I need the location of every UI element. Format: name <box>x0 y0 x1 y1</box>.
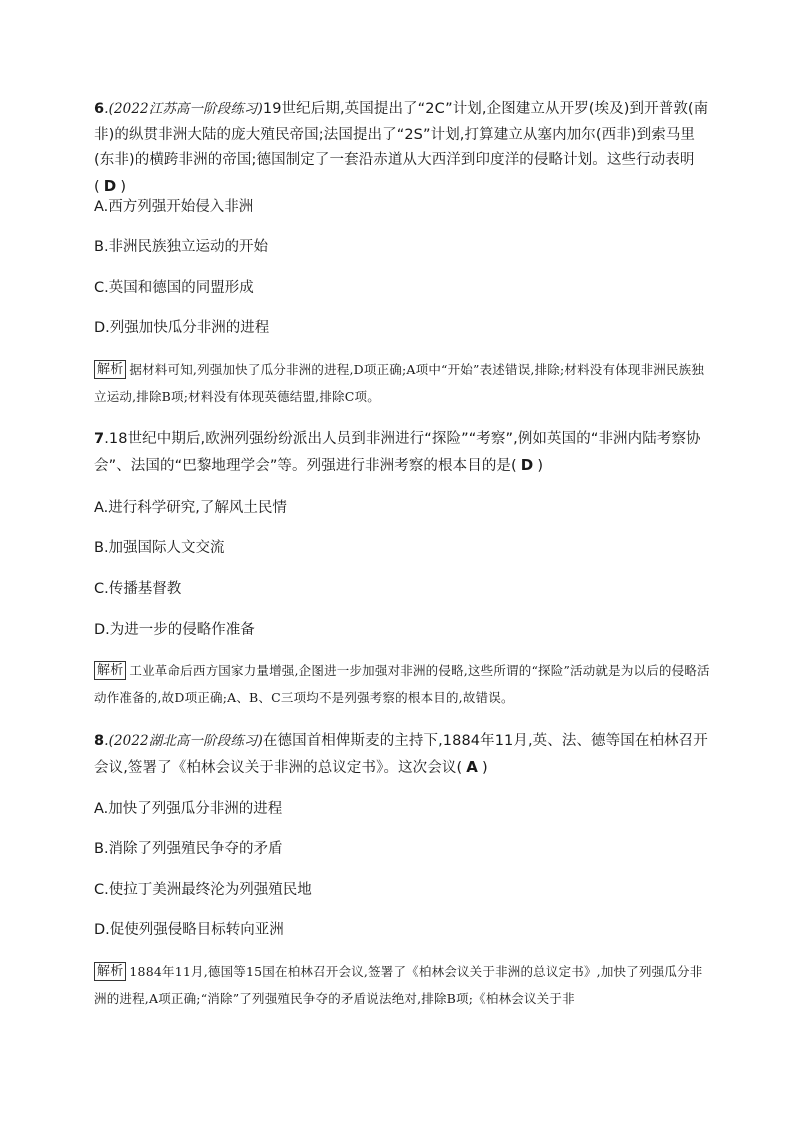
option-d: D.为进一步的侵略作准备 <box>94 622 255 638</box>
question-number: 8 <box>94 733 105 749</box>
question-close-paren: ) <box>120 178 127 195</box>
question-source: .(2022湖北高一阶段练习) <box>104 733 263 749</box>
option-a: A.加快了列强瓜分非洲的进程 <box>94 801 283 817</box>
question-6 <box>94 97 714 200</box>
question-8 <box>94 729 714 781</box>
option-b: B.非洲民族独立运动的开始 <box>94 239 269 255</box>
option-a: A.西方列强开始侵入非洲 <box>94 199 254 215</box>
option-d: D.促使列强侵略目标转向亚洲 <box>94 922 284 938</box>
option-c: C.英国和德国的同盟形成 <box>94 280 254 296</box>
answer-letter: A <box>466 757 478 776</box>
analysis-8 <box>94 958 714 1012</box>
question-number: 7 <box>94 431 105 447</box>
answer-letter: D <box>520 455 534 474</box>
question-text: 19世纪后期,英国提出了“2C”计划,企图建立从开罗(埃及)到开普敦(南非)的纵贯非洲大陆的庞大殖民帝国;法国提出了“2S”计划,打算建立从塞内加尔(西非)到索马里(东非)的横跨非洲的帝国;德国制定了一套沿赤道从大西洋到印度洋的侵略计划。这些行动表明( <box>94 101 709 195</box>
analysis-7 <box>94 657 714 711</box>
option-d: D.列强加快瓜分非洲的进程 <box>94 320 270 336</box>
analysis-tag: 解析 <box>94 962 126 981</box>
answer-letter: D <box>103 176 117 195</box>
analysis-text: 1884年11月,德国等15国在柏林召开会议,签署了《柏林会议关于非洲的总议定书》,加快了列强瓜分非洲的进程,A项正确;“消除”了列强殖民争夺的矛盾说法绝对,排除B项;《柏林会议关于非 <box>94 964 703 1006</box>
option-b: B.消除了列强殖民争夺的矛盾 <box>94 841 283 857</box>
question-close-paren: ) <box>537 457 544 474</box>
question-close-paren: ) <box>481 759 488 776</box>
analysis-text: 据材料可知,列强加快了瓜分非洲的进程,D项正确;A项中“开始”表述错误,排除;材料没有体现非洲民族独立运动,排除B项;材料没有体现英德结盟,排除C项。 <box>94 362 705 404</box>
question-text: .18世纪中期后,欧洲列强纷纷派出人员到非洲进行“探险”“考察”,例如英国的“非洲内陆考察协会”、法国的“巴黎地理学会”等。列强进行非洲考察的根本目的是( <box>94 431 701 474</box>
option-b: B.加强国际人文交流 <box>94 540 225 556</box>
analysis-text: 工业革命后西方国家力量增强,企图进一步加强对非洲的侵略,这些所谓的“探险”活动就是为以后的侵略活动作准备的,故D项正确;A、B、C三项均不是列强考察的根本目的,故错误。 <box>94 663 710 705</box>
analysis-tag: 解析 <box>94 360 126 379</box>
option-c: C.使拉丁美洲最终沦为列强殖民地 <box>94 882 312 898</box>
analysis-tag: 解析 <box>94 661 126 680</box>
question-source: .(2022江苏高一阶段练习) <box>104 101 263 117</box>
question-number: 6 <box>94 101 105 117</box>
question-text: 在德国首相俾斯麦的主持下,1884年11月,英、法、德等国在柏林召开会议,签署了《柏林会议关于非洲的总议定书》。这次会议( <box>94 733 708 776</box>
option-c: C.传播基督教 <box>94 581 182 597</box>
option-a: A.进行科学研究,了解风土民情 <box>94 500 287 516</box>
question-7 <box>94 427 714 479</box>
analysis-6 <box>94 356 714 410</box>
